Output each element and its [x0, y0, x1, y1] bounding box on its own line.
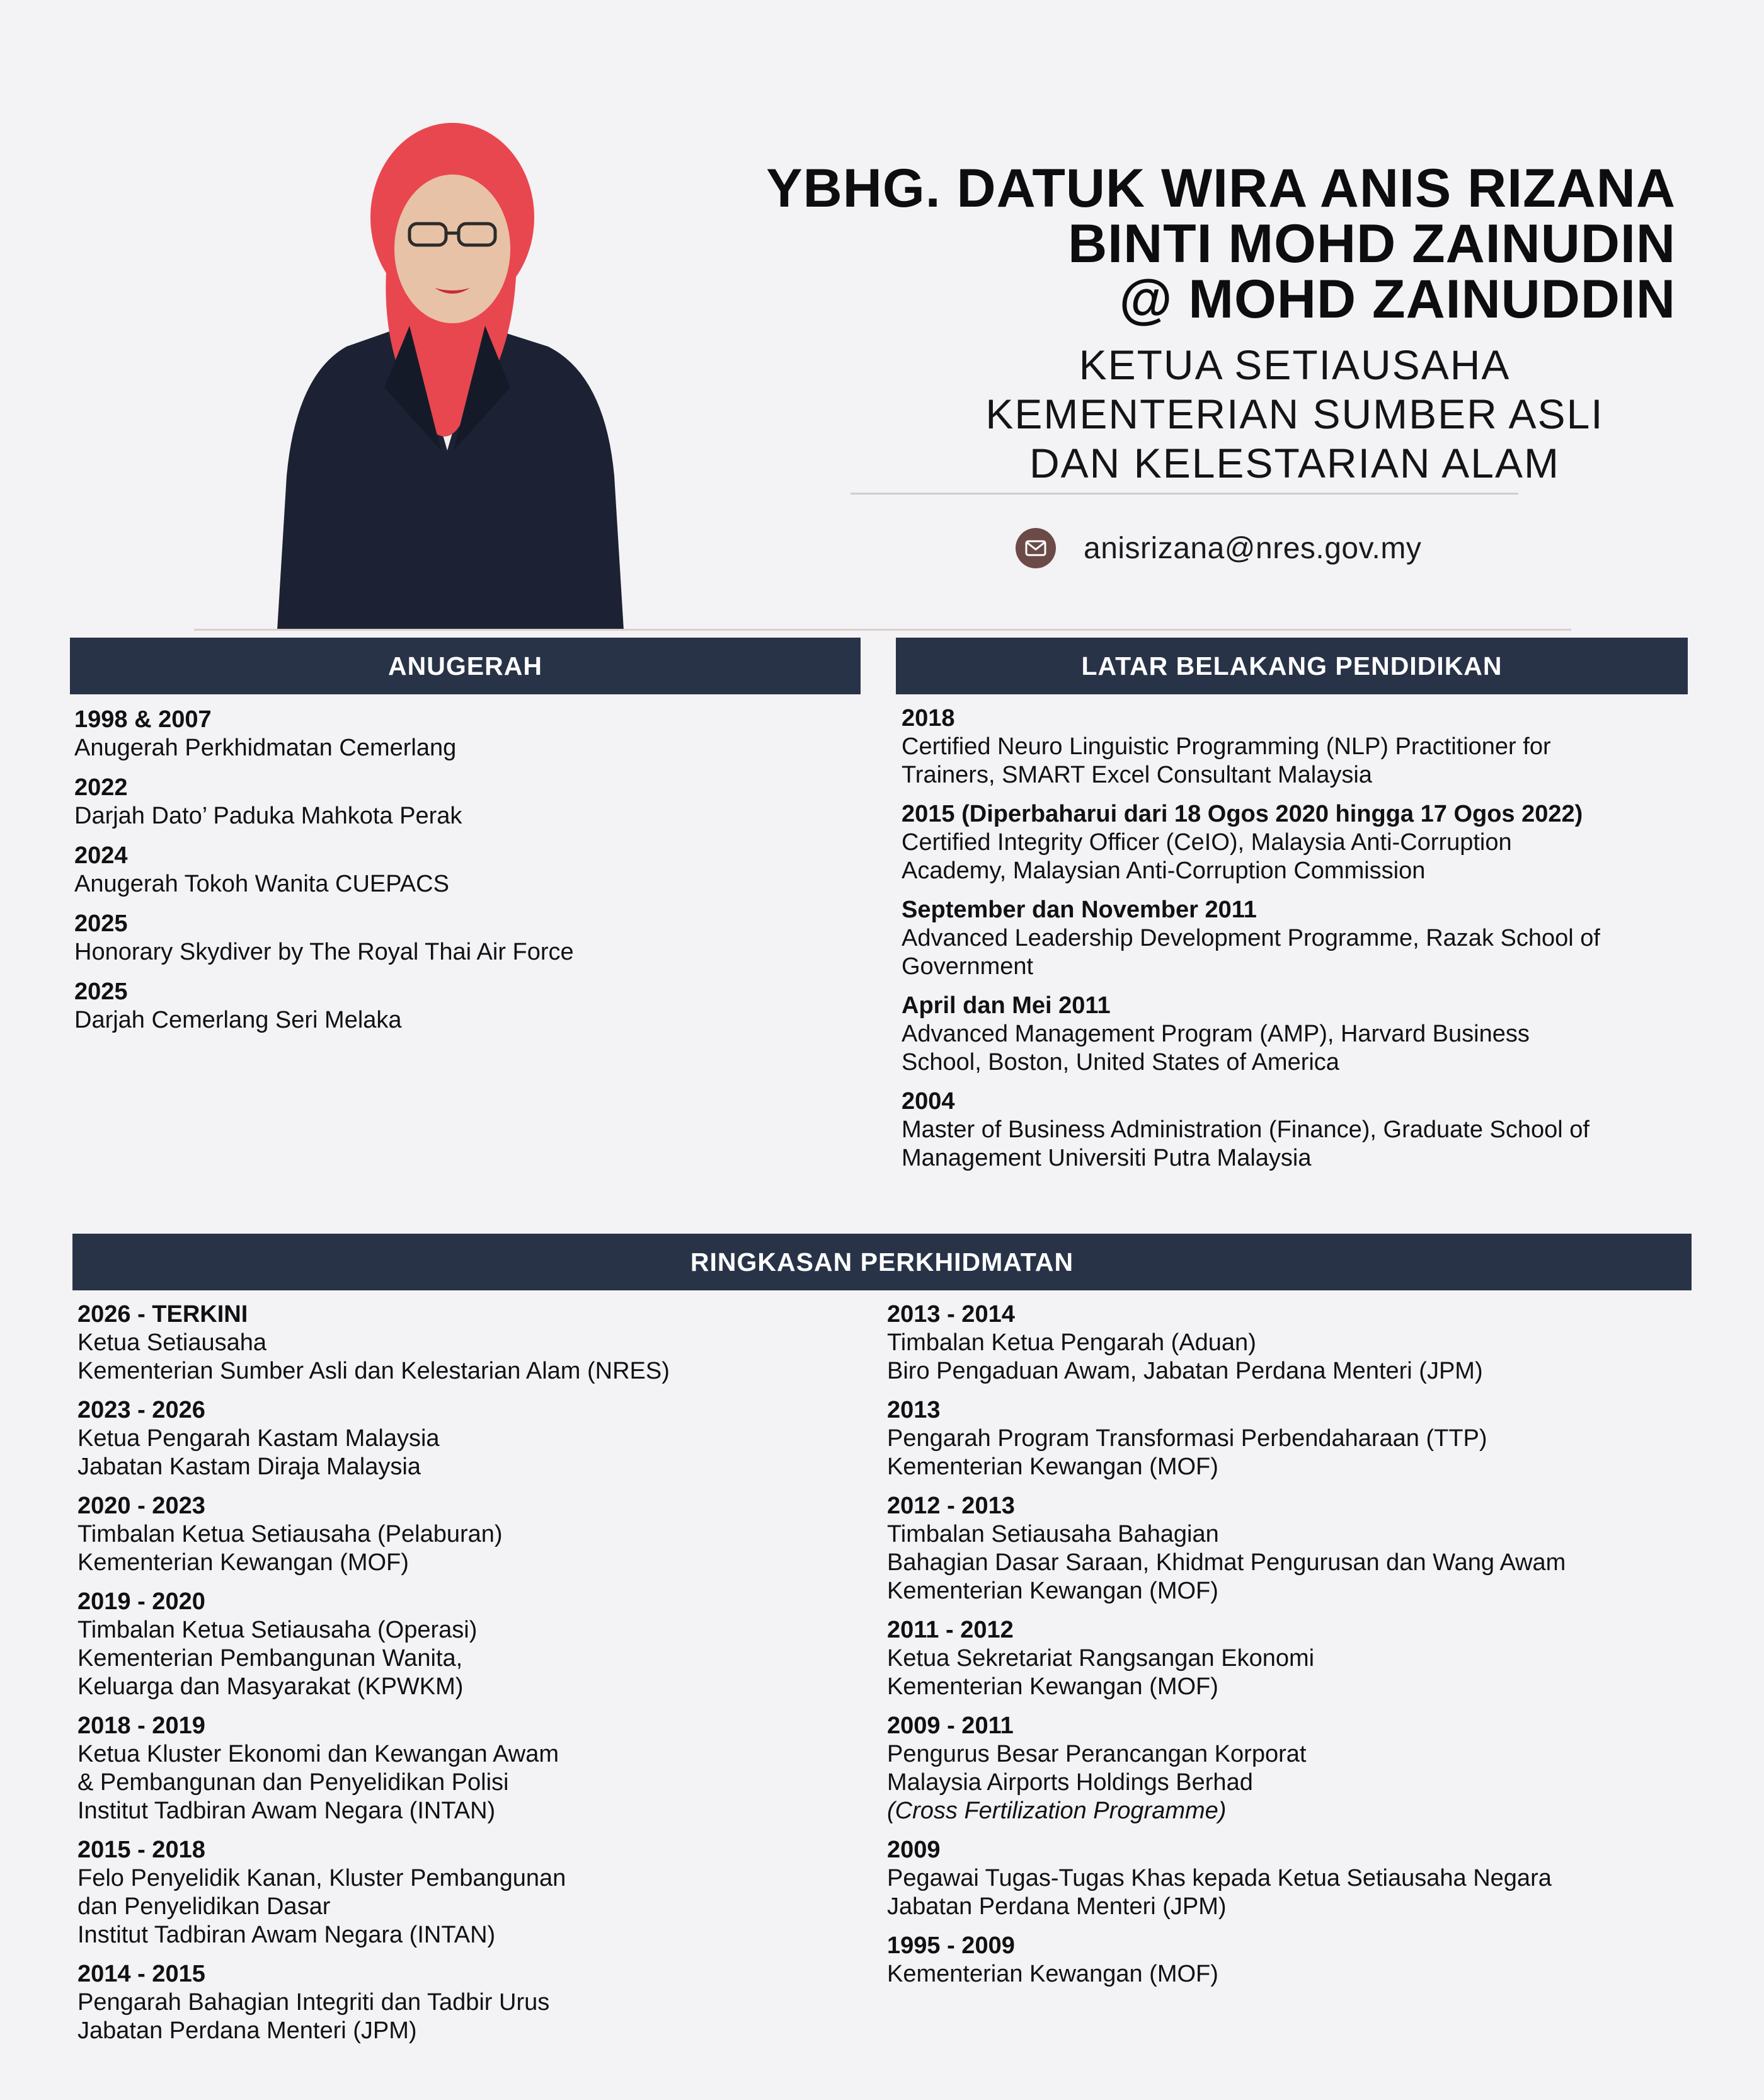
- entry-detail: Kementerian Pembangunan Wanita,: [77, 1645, 463, 1672]
- service-list-left: [77, 1300, 859, 2056]
- entry-year: 2025: [74, 978, 128, 1005]
- list-item: [74, 774, 856, 830]
- entry-detail: Government: [902, 953, 1034, 980]
- job-title: [850, 340, 1739, 488]
- entry-detail: Pengarah Bahagian Integriti dan Tadbir Urus: [77, 1989, 550, 2016]
- entry-year: 2013: [887, 1397, 941, 1423]
- entry-detail: Jabatan Perdana Menteri (JPM): [77, 2017, 417, 2044]
- list-item: [887, 1300, 1693, 1386]
- entry-detail: Institut Tadbiran Awam Negara (INTAN): [77, 1798, 496, 1824]
- entry-year: 2004: [902, 1088, 955, 1115]
- entry-note: (Cross Fertilization Programme): [887, 1798, 1227, 1824]
- entry-detail: dan Penyelidikan Dasar: [77, 1893, 331, 1920]
- entry-detail: Keluarga dan Masyarakat (KPWKM): [77, 1673, 464, 1700]
- entry-detail: Biro Pengaduan Awam, Jabatan Perdana Menteri (JPM): [887, 1358, 1483, 1384]
- header-divider: [194, 629, 1571, 631]
- entry-year: 2009 - 2011: [887, 1713, 1014, 1739]
- list-item: [887, 1712, 1693, 1825]
- entry-year: 2013 - 2014: [887, 1301, 1015, 1328]
- entry-detail: Ketua Pengarah Kastam Malaysia: [77, 1425, 440, 1452]
- entry-detail: Darjah Cemerlang Seri Melaka: [74, 1007, 402, 1033]
- list-item: [902, 800, 1689, 885]
- entry-detail: Institut Tadbiran Awam Negara (INTAN): [77, 1922, 496, 1948]
- entry-year: 2025: [74, 910, 128, 937]
- entry-detail: Ketua Sekretariat Rangsangan Ekonomi: [887, 1645, 1315, 1672]
- entry-detail: Bahagian Dasar Saraan, Khidmat Pengurusan dan Wang Awam: [887, 1549, 1566, 1576]
- list-item: [887, 1492, 1693, 1605]
- list-item: [74, 842, 856, 898]
- entry-detail: Advanced Leadership Development Programme, Razak School of: [902, 925, 1600, 951]
- list-item: [77, 1396, 859, 1481]
- entry-detail: Kementerian Sumber Asli dan Kelestarian Alam (NRES): [77, 1358, 670, 1384]
- entry-detail: Felo Penyelidik Kanan, Kluster Pembangunan: [77, 1865, 566, 1891]
- entry-year: 1995 - 2009: [887, 1932, 1015, 1959]
- job-title-line-3: DAN KELESTARIAN ALAM: [1029, 440, 1561, 486]
- list-item: [77, 1960, 859, 2045]
- name-line-3: @ MOHD ZAINUDDIN: [1119, 269, 1676, 330]
- section-header-ringkasan: RINGKASAN PERKHIDMATAN: [72, 1234, 1692, 1290]
- entry-year: 2018: [902, 705, 955, 732]
- section-header-anugerah: ANUGERAH: [70, 638, 861, 694]
- entry-detail: Timbalan Ketua Setiausaha (Pelaburan): [77, 1521, 503, 1547]
- entry-detail: Kementerian Kewangan (MOF): [887, 1961, 1218, 1987]
- entry-year: 2011 - 2012: [887, 1617, 1014, 1643]
- list-item: [74, 910, 856, 967]
- entry-year: 2026 - TERKINI: [77, 1301, 248, 1328]
- entry-detail: Pengurus Besar Perancangan Korporat: [887, 1741, 1307, 1767]
- email-contact[interactable]: [1016, 524, 1421, 572]
- list-item: [887, 1836, 1693, 1921]
- entry-detail: & Pembangunan dan Penyelidikan Polisi: [77, 1769, 509, 1796]
- list-item: [887, 1616, 1693, 1701]
- entry-detail: Anugerah Perkhidmatan Cemerlang: [74, 735, 457, 761]
- entry-detail: Kementerian Kewangan (MOF): [887, 1673, 1218, 1700]
- entry-year: 2022: [74, 774, 128, 801]
- list-item: [902, 992, 1689, 1077]
- list-item: [902, 1087, 1689, 1173]
- entry-year: April dan Mei 2011: [902, 992, 1111, 1019]
- entry-detail: Honorary Skydiver by The Royal Thai Air Force: [74, 939, 574, 965]
- list-item: [77, 1712, 859, 1825]
- entry-year: 2019 - 2020: [77, 1588, 205, 1615]
- list-item: [77, 1300, 859, 1386]
- entry-year: 2018 - 2019: [77, 1713, 205, 1739]
- list-item: [887, 1396, 1693, 1481]
- list-item: [902, 704, 1689, 789]
- list-item: [77, 1588, 859, 1701]
- entry-year: September dan November 2011: [902, 897, 1257, 923]
- entry-detail: Certified Integrity Officer (CeIO), Malaysia Anti-Corruption: [902, 829, 1512, 856]
- entry-detail: Pengarah Program Transformasi Perbendaharaan (TTP): [887, 1425, 1487, 1452]
- list-item: [77, 1836, 859, 1949]
- entry-detail: Trainers, SMART Excel Consultant Malaysia: [902, 762, 1372, 788]
- entry-detail: Ketua Setiausaha: [77, 1329, 267, 1356]
- entry-detail: Certified Neuro Linguistic Programming (NLP) Practitioner for: [902, 733, 1551, 760]
- entry-detail: Advanced Management Program (AMP), Harvard Business: [902, 1021, 1530, 1047]
- job-title-line-2: KEMENTERIAN SUMBER ASLI: [985, 391, 1604, 437]
- awards-list: [74, 706, 856, 1046]
- profile-photo: [252, 123, 643, 630]
- list-item: [77, 1492, 859, 1577]
- name-line-2: BINTI MOHD ZAINUDIN: [1068, 214, 1676, 274]
- person-name: [668, 158, 1676, 330]
- entry-year: 2015 (Diperbaharui dari 18 Ogos 2020 hingga 17 Ogos 2022): [902, 801, 1583, 827]
- entry-detail: Academy, Malaysian Anti-Corruption Commission: [902, 858, 1426, 884]
- entry-detail: Jabatan Perdana Menteri (JPM): [887, 1893, 1227, 1920]
- entry-year: 2012 - 2013: [887, 1493, 1015, 1519]
- job-title-line-1: KETUA SETIAUSAHA: [1079, 341, 1511, 388]
- list-item: [902, 896, 1689, 981]
- title-divider: [850, 493, 1518, 495]
- entry-detail: Malaysia Airports Holdings Berhad: [887, 1769, 1253, 1796]
- entry-year: 2014 - 2015: [77, 1961, 205, 1987]
- entry-detail: Darjah Dato’ Paduka Mahkota Perak: [74, 803, 462, 829]
- list-item: [887, 1932, 1693, 1988]
- entry-detail: Anugerah Tokoh Wanita CUEPACS: [74, 871, 449, 897]
- entry-detail: Pegawai Tugas-Tugas Khas kepada Ketua Setiausaha Negara: [887, 1865, 1552, 1891]
- entry-detail: Master of Business Administration (Finance), Graduate School of: [902, 1116, 1589, 1143]
- entry-year: 2024: [74, 842, 128, 869]
- service-list-right: [887, 1300, 1693, 1999]
- entry-detail: Timbalan Ketua Pengarah (Aduan): [887, 1329, 1256, 1356]
- entry-detail: Jabatan Kastam Diraja Malaysia: [77, 1454, 421, 1480]
- entry-detail: Management Universiti Putra Malaysia: [902, 1145, 1312, 1171]
- entry-detail: Kementerian Kewangan (MOF): [77, 1549, 409, 1576]
- entry-detail: School, Boston, United States of America: [902, 1049, 1339, 1076]
- name-line-1: YBHG. DATUK WIRA ANIS RIZANA: [766, 158, 1676, 219]
- list-item: [74, 978, 856, 1035]
- entry-year: 2015 - 2018: [77, 1837, 205, 1863]
- entry-detail: Timbalan Setiausaha Bahagian: [887, 1521, 1219, 1547]
- entry-year: 1998 & 2007: [74, 706, 212, 733]
- entry-year: 2009: [887, 1837, 941, 1863]
- entry-detail: Timbalan Ketua Setiausaha (Operasi): [77, 1617, 478, 1643]
- entry-detail: Kementerian Kewangan (MOF): [887, 1578, 1218, 1604]
- email-link[interactable]: anisrizana@nres.gov.my: [1084, 531, 1422, 565]
- list-item: [74, 706, 856, 762]
- entry-detail: Kementerian Kewangan (MOF): [887, 1454, 1218, 1480]
- envelope-icon: [1016, 528, 1056, 568]
- education-list: [902, 704, 1689, 1183]
- entry-year: 2023 - 2026: [77, 1397, 205, 1423]
- entry-detail: Ketua Kluster Ekonomi dan Kewangan Awam: [77, 1741, 559, 1767]
- entry-year: 2020 - 2023: [77, 1493, 205, 1519]
- section-header-pendidikan: LATAR BELAKANG PENDIDIKAN: [896, 638, 1688, 694]
